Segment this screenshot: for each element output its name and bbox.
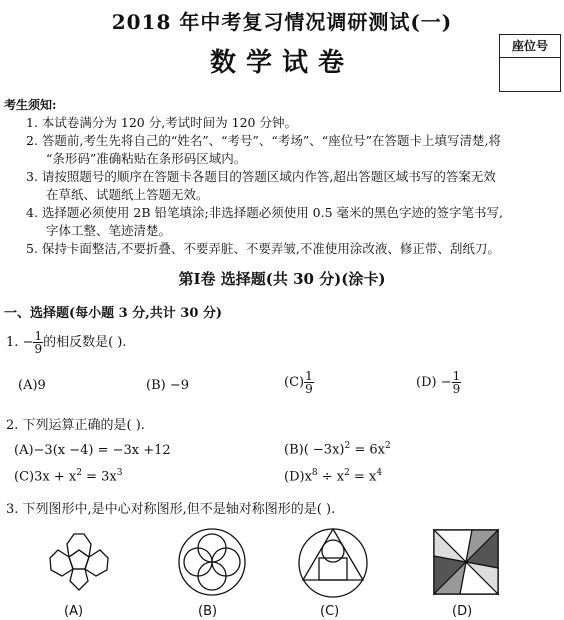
seat-number-box [499,34,561,92]
figure-c-triangle-square-circle [296,526,370,600]
q1-d-prefix: (D) − [416,375,452,390]
q2-d-mid2: = x [349,469,377,485]
q2-d-mid: ÷ x [317,469,345,485]
q1-c-denominator: 9 [305,382,313,396]
q1-option-b: (B) −9 [146,378,189,393]
q1-c-numerator: 1 [305,369,313,383]
figure-a-pentagon-flower [44,528,114,594]
q2-d-pre: (D)x [284,469,312,485]
notice-item-3-cont: 在草纸、试题纸上答题无效。 [46,187,209,202]
q1-d-denominator: 9 [452,382,461,396]
notice-item-4-cont: 字体工整、笔迹清楚。 [46,223,172,238]
q2-d-exp2: 2 [344,468,350,478]
notice-title: 考生须知: [4,98,57,112]
notice-item-5: 5. 保持卡面整洁,不要折叠、不要弄脏、不要弄皱,不准使用涂改液、修正带、刮纸刀。 [26,241,500,256]
q2-c-pre: (C)3x + x [14,469,77,485]
q1-numerator: 1 [34,329,43,343]
q2-b-pre: (B)( −3x) [284,442,345,458]
q1-prefix: 1. − [6,335,34,350]
q1-c-prefix: (C) [284,375,305,390]
q2-option-c [14,468,122,484]
figure-c-label: (C) [320,604,340,619]
q1-option-d [416,370,461,395]
q2-b-mid: = 6x [350,442,385,458]
q2-b-exp2: 2 [384,441,391,451]
section-title: 第Ⅰ卷 选择题(共 30 分)(涂卡) [178,270,386,288]
notice-item-2: 2. 答题前,考生先将自己的“姓名”、“考号”、“考场”、“座位号”在答题卡上填写清楚,将 [26,133,501,148]
q1-d-numerator: 1 [452,369,461,383]
q2-c-exp2: 3 [116,468,123,478]
q1-c-fraction [304,370,314,395]
question-3-stem: 3. 下列图形中,是中心对称图形,但不是轴对称图形的是( ). [6,502,336,517]
seat-number-label: 座位号 [500,35,560,58]
q1-d-fraction [452,370,462,395]
q1-denominator: 9 [34,342,43,356]
notice-item-4: 4. 选择题必须使用 2B 铅笔填涂;非选择题必须使用 0.5 毫米的黑色字迹的签字笔书写, [26,205,503,220]
q1-fraction [33,330,43,355]
figure-b-circle-petals [176,526,248,598]
q2-d-exp3: 4 [376,468,383,478]
q1-option-c [284,370,314,395]
q2-b-exp1: 2 [344,441,351,451]
q2-d-exp1: 8 [311,468,318,478]
notice-item-3: 3. 请按照题号的顺序在答题卡各题目的答题区域内作答,超出答题区域书写的答案无效 [26,169,496,184]
q2-option-b [284,441,391,457]
q2-option-d [284,468,382,484]
figure-d-label: (D) [452,604,473,619]
q1-option-a: (A)9 [18,378,46,393]
exam-title: 2018 年中考复习情况调研测试(一) [111,10,453,34]
q2-option-a: (A)−3(x −4) = −3x +12 [14,443,171,458]
notice-item-2-cont: “条形码”准确粘贴在条形码区域内。 [46,151,247,166]
figure-a-label: (A) [64,604,84,619]
q2-c-exp1: 2 [76,468,82,478]
figure-d-pinwheel-square [432,528,500,596]
q1-suffix: 的相反数是( ). [43,335,127,350]
exam-subject: 数学试卷 [209,48,354,78]
figure-b-label: (B) [198,604,218,619]
question-2-stem: 2. 下列运算正确的是( ). [6,418,145,433]
notice-item-1: 1. 本试卷满分为 120 分,考试时间为 120 分钟。 [26,115,297,130]
question-1-stem [6,330,127,355]
q2-c-mid: = 3x [81,469,117,485]
part-title: 一、选择题(每小题 3 分,共计 30 分) [4,306,223,321]
